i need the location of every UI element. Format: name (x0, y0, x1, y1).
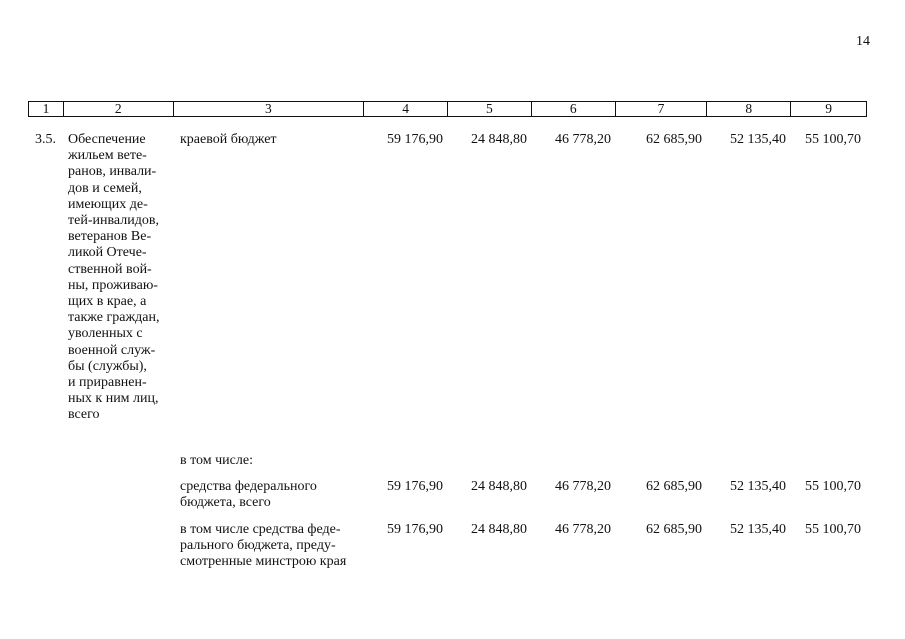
header-cell-col5: 5 (448, 102, 532, 116)
header-cell-col4: 4 (364, 102, 448, 116)
row-name-line: дов и семей, (68, 180, 142, 196)
row-name-line: ликой Отече- (68, 245, 147, 261)
row-name-line: щих в крае, а (68, 294, 147, 310)
header-cell-col3: 3 (174, 102, 365, 116)
row-name-line: имеющих де- (68, 196, 148, 212)
value-col5: 24 848,80 (471, 132, 527, 147)
value-col7: 62 685,90 (646, 132, 702, 147)
row-name-line: и приравнен- (68, 375, 147, 391)
header-cell-col1: 1 (29, 102, 64, 116)
value-col5: 24 848,80 (471, 479, 527, 494)
value-col4: 59 176,90 (387, 522, 443, 537)
value-col7: 62 685,90 (646, 522, 702, 537)
header-cell-col2: 2 (64, 102, 174, 116)
value-col5: 24 848,80 (471, 522, 527, 537)
row-name-line: ветеранов Ве- (68, 229, 152, 245)
value-col9: 55 100,70 (805, 479, 861, 494)
source-label-line: в том числе средства феде- (180, 522, 341, 537)
row-name-line: бы (службы), (68, 358, 147, 374)
value-col8: 52 135,40 (730, 479, 786, 494)
row-name-line: ны, проживаю- (68, 277, 158, 293)
source-label-line: бюджета, всего (180, 495, 271, 511)
row-name-line: ственной вой- (68, 261, 152, 277)
source-label-line: средства федерального (180, 479, 317, 494)
source-label-federal-ministry (180, 522, 360, 571)
row-name-line: Обеспечение (68, 132, 146, 147)
source-label-federal-total (180, 479, 360, 511)
row-name-line: ранов, инвали- (68, 164, 157, 180)
row-name-line: уволенных с (68, 326, 143, 342)
row-name-line: жильем вете- (68, 148, 147, 164)
value-col9: 55 100,70 (805, 522, 861, 537)
value-col6: 46 778,20 (555, 132, 611, 147)
header-cell-col8: 8 (707, 102, 791, 116)
value-col4: 59 176,90 (387, 479, 443, 494)
header-cell-col6: 6 (532, 102, 616, 116)
row-name-line: также граждан, (68, 310, 160, 326)
value-col7: 62 685,90 (646, 479, 702, 494)
row-name-line: военной служ- (68, 342, 156, 358)
value-col9: 55 100,70 (805, 132, 861, 147)
row-name-line: тей-инвалидов, (68, 213, 159, 229)
source-label-regional-budget (180, 132, 360, 148)
header-cell-col9: 9 (825, 101, 832, 116)
value-col8: 52 135,40 (730, 522, 786, 537)
row-name (68, 132, 168, 424)
row-name-line: ных к ним лиц, (68, 391, 159, 407)
header-cell-col7: 7 (616, 102, 708, 116)
source-label-line: краевой бюджет (180, 132, 277, 147)
source-label-including (180, 453, 360, 469)
row-name-line: всего (68, 407, 100, 423)
source-label-line: рального бюджета, преду- (180, 538, 336, 554)
row-number: 3.5. (35, 132, 56, 147)
value-col6: 46 778,20 (555, 479, 611, 494)
value-col8: 52 135,40 (730, 132, 786, 147)
source-label-line: в том числе: (180, 453, 253, 468)
value-col6: 46 778,20 (555, 522, 611, 537)
table-header-row (28, 101, 867, 117)
value-col4: 59 176,90 (387, 132, 443, 147)
page-number: 14 (856, 34, 870, 49)
source-label-line: смотренные минстрою края (180, 554, 347, 570)
